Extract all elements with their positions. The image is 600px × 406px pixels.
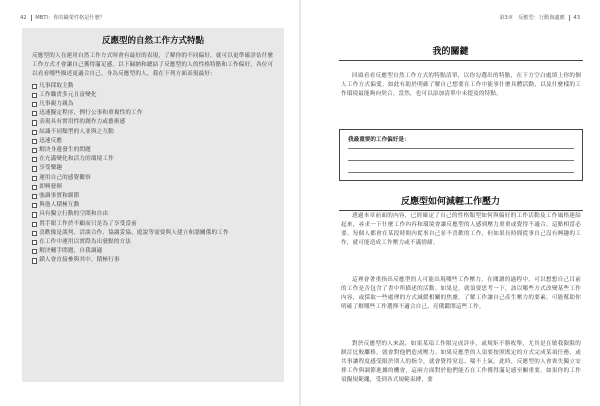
checklist-item bbox=[32, 220, 274, 229]
checklist-item bbox=[32, 183, 274, 192]
checkbox-icon[interactable] bbox=[32, 258, 37, 263]
checklist-item-text: 強調事實和細節 bbox=[39, 193, 80, 200]
checklist-item-text: 鎖人會直接參與其中，積極行事 bbox=[39, 257, 120, 264]
checklist-item bbox=[32, 137, 274, 146]
checklist-item bbox=[32, 146, 274, 155]
checklist-item-text: 解決輔手問題，自我調適 bbox=[39, 248, 103, 255]
checklist-item bbox=[32, 201, 274, 210]
left-running-head bbox=[20, 14, 105, 21]
checklist-item bbox=[32, 256, 274, 265]
checkbox-icon[interactable] bbox=[32, 148, 37, 153]
checkbox-icon[interactable] bbox=[32, 166, 37, 171]
left-page-number: 42 bbox=[20, 14, 27, 21]
stress-paragraph-1: 透過本章前面的內容，已經確定了自己的性格類型如何與偏好的工作活動及工作風格連結起來，尋求一下什麼工作內容和環境會讓反應型的人感到壓力重重或覺得不適合，這點相當必要。每個人都會在某段時間內從事自己並不喜歡的工作，但如果長時間從事自己沒有興趣的工作，就可能造成工作壓力或不滿情緒。 bbox=[341, 213, 581, 247]
sidebar-title: 反應型的自然工作方式特點 bbox=[101, 36, 204, 46]
checklist-item bbox=[32, 118, 274, 127]
write-line[interactable] bbox=[348, 148, 574, 149]
checklist-item-text: 解決身邊發生的問題 bbox=[39, 147, 91, 154]
running-head-divider bbox=[31, 15, 32, 21]
checklist-item-text: 置手眼工作於不顧而只是為了享受當前 bbox=[39, 220, 137, 227]
checklist-item-text: 凡事親力親為 bbox=[39, 101, 74, 108]
checkbox-icon[interactable] bbox=[32, 231, 37, 236]
checklist-item bbox=[32, 174, 274, 183]
checklist-item-text: 在充滿變化和活力的環境工作 bbox=[39, 156, 114, 163]
left-page bbox=[0, 0, 299, 406]
my-key-title: 我的關鍵 bbox=[432, 47, 469, 57]
my-key-paragraph: 回頭看看反應型自然工作方式的特點清單，以你勾選出的特點，在下方空白處填上你的個人工作方式偏愛。如此有助於明確了解自己想要在工作中能事什麼具體活動，以及什麼樣的工作環境最能夠向契合。當然，也可以添加清單中未提及的特點。 bbox=[341, 73, 581, 98]
checkbox-icon[interactable] bbox=[32, 130, 37, 135]
checkbox-icon[interactable] bbox=[32, 240, 37, 245]
checklist-item bbox=[32, 238, 274, 247]
sidebar-intro: 反應型的人在運用自然工作方式時會有最好的表現，了解你的不同偏好，就可以更準確評估什麼工作方式才會讓自己獲得滿足感。以下歸納和總結了反應型的人的性格特點和工作偏好，各位可以看看哪些描述更適合自己。身為反應型的人，我在下列方面表現最好： bbox=[32, 53, 274, 78]
checklist-item bbox=[32, 100, 274, 109]
checklist-item-text: 凡事採取主動 bbox=[39, 82, 74, 89]
checklist-item bbox=[32, 82, 274, 91]
checklist-item bbox=[32, 91, 274, 100]
preference-note-box bbox=[339, 129, 583, 181]
stress-paragraph-3: 對於反應型的人來說，如果某項工作限完成詳步，或規矩不勝枚舉，尤其是在敏我限限的制訂比較繼格，就會對他們造成壓力。如果反應型的人須要按照既定的方式完成某項任務，或共事讓程度感受限於別人的指令，就會覺得窒息、喘不上氣。此時，反應型的人會喪失獨立安排工作與調節進據的機會，這兩方面對於他們能否在工作獲得滿足感至關重要。如果你的工作須擬規範繩，受到各式規範束縛，要 bbox=[341, 341, 581, 384]
checklist-item bbox=[32, 128, 274, 137]
checkbox-icon[interactable] bbox=[32, 93, 37, 98]
traits-checklist bbox=[32, 82, 274, 266]
stress-rule bbox=[339, 210, 583, 211]
checklist-item-text: 迅速擬定程序，例行公事和重複性的工作 bbox=[39, 110, 143, 117]
checkbox-icon[interactable] bbox=[32, 111, 37, 116]
note-label: 我最重要的工作偏好是： bbox=[348, 137, 410, 143]
book-title: MBTI：你的職業性格是什麼？ bbox=[35, 15, 105, 21]
sidebar-body bbox=[32, 52, 274, 266]
right-page bbox=[301, 0, 600, 406]
checkbox-icon[interactable] bbox=[32, 185, 37, 190]
checkbox-icon[interactable] bbox=[32, 222, 37, 227]
checklist-item-text: 工作職責多元且富變化 bbox=[39, 91, 97, 98]
checkbox-icon[interactable] bbox=[32, 157, 37, 162]
checklist-item bbox=[32, 192, 274, 201]
checkbox-icon[interactable] bbox=[32, 139, 37, 144]
checkbox-icon[interactable] bbox=[32, 203, 37, 208]
checklist-item bbox=[32, 155, 274, 164]
checklist-item-text: 具有獨立行動的空間和自由 bbox=[39, 211, 109, 218]
right-running-head bbox=[499, 14, 580, 21]
checklist-item-text: 享受樂趣 bbox=[39, 165, 63, 172]
running-head-divider bbox=[569, 15, 570, 21]
chapter-title: 第3章 反應型：行動與適應 bbox=[499, 15, 565, 21]
checkbox-icon[interactable] bbox=[32, 84, 37, 89]
stress-paragraph-2: 這裡會著重指出反應型的人可能出現哪些工作壓力，在閱讀的過程中，可以想想自己目前的工作是否包含了書中所描述的活動。如果是，就須要思考一下，該以哪些方式改變某些工作內容，或採取一些處理的方式減緩相關的焦慮，了解工作讓自己產生壓力的要素，可能幫助你明確了解哪些工作選擇不適合自己，亮俄鑑開這些工作。 bbox=[341, 277, 581, 311]
checklist-item bbox=[32, 164, 274, 173]
write-line[interactable] bbox=[348, 172, 574, 173]
checklist-item-text: 迅速反應 bbox=[39, 137, 63, 144]
traits-sidebar bbox=[22, 28, 284, 382]
checklist-item bbox=[32, 229, 274, 238]
checklist-item-text: 結識不同類型的人並與之互動 bbox=[39, 128, 114, 135]
write-line[interactable] bbox=[348, 160, 574, 161]
checkbox-icon[interactable] bbox=[32, 249, 37, 254]
checkbox-icon[interactable] bbox=[32, 102, 37, 107]
checklist-item-text: 在工作中運用以實際為出發點的方法 bbox=[39, 239, 132, 246]
stress-title: 反應型如何減輕工作壓力 bbox=[400, 197, 500, 207]
checklist-item-text: 即興發揮 bbox=[39, 183, 63, 190]
checklist-item-text: 喜歡像是談判、洽談合作、協調妥協、遊說等需要與人建立和諧關係的工作 bbox=[39, 229, 229, 236]
checklist-item-text: 與他人積極互動 bbox=[39, 202, 80, 209]
checkbox-icon[interactable] bbox=[32, 176, 37, 181]
my-key-rule bbox=[339, 60, 583, 61]
checklist-item bbox=[32, 247, 274, 256]
checkbox-icon[interactable] bbox=[32, 120, 37, 125]
checklist-item bbox=[32, 210, 274, 219]
checkbox-icon[interactable] bbox=[32, 194, 37, 199]
checkbox-icon[interactable] bbox=[32, 212, 37, 217]
checklist-item bbox=[32, 109, 274, 118]
right-page-number: 43 bbox=[573, 14, 580, 21]
checklist-item-text: 表現具有實用性的創作力或藝術感 bbox=[39, 119, 126, 126]
checklist-item-text: 運用自己的感覺觀察 bbox=[39, 174, 91, 181]
